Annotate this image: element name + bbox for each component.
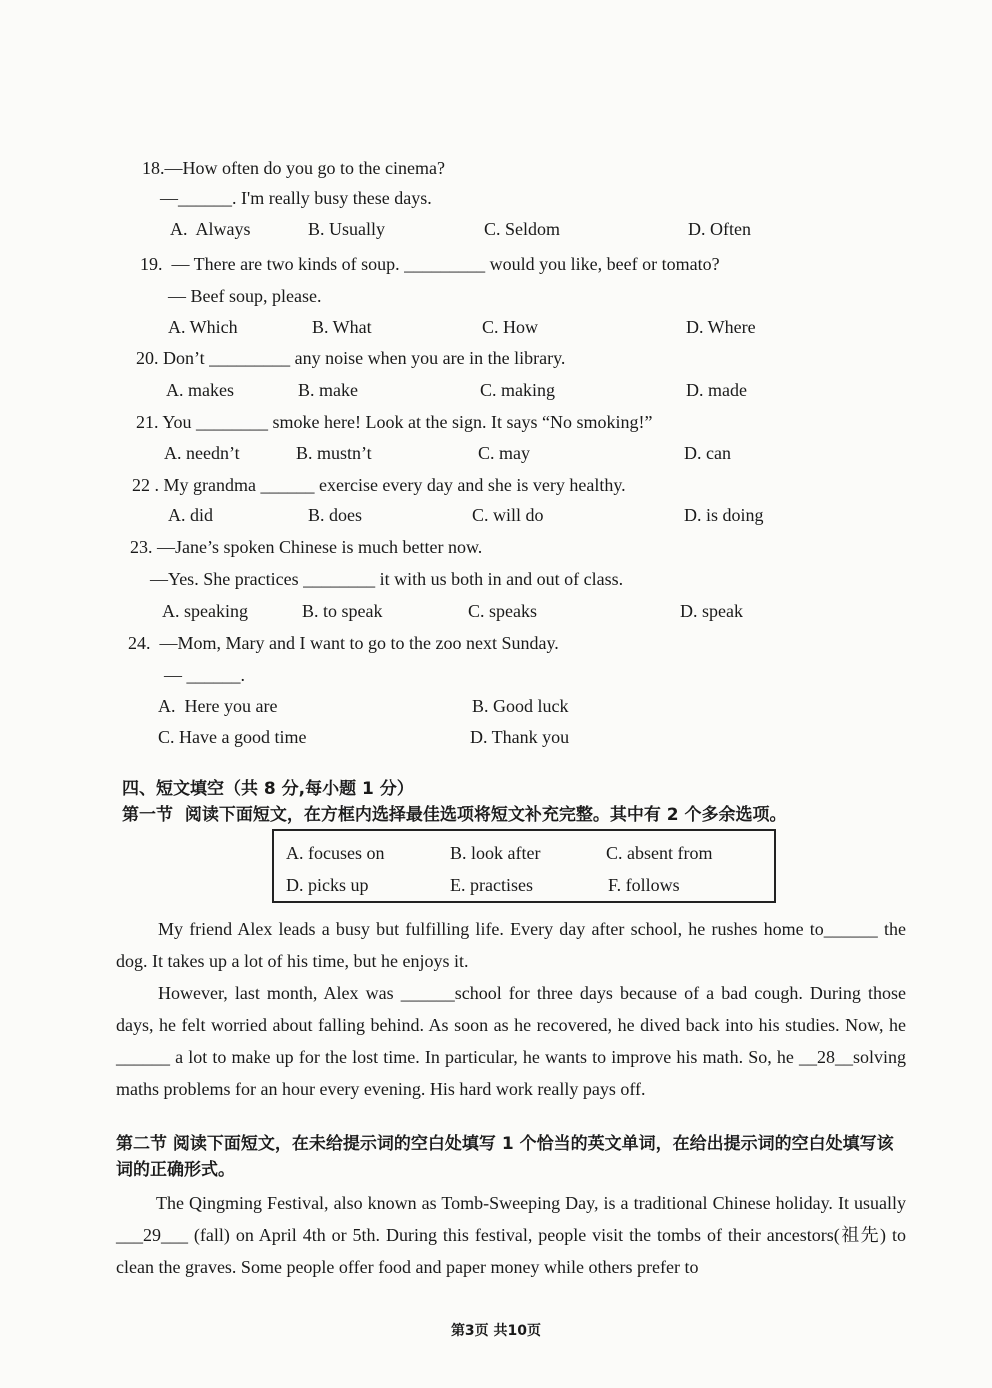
question-23-option-c: C. speaks: [468, 601, 537, 621]
question-20-option-b: B. make: [298, 380, 358, 400]
question-19-option-a: A. Which: [168, 317, 238, 337]
question-21-stem: 21. You ________ smoke here! Look at the sign. It says “No smoking!”: [136, 412, 653, 432]
passage-1: [116, 913, 906, 1105]
question-23-reply: —Yes. She practices ________ it with us both in and out of class.: [150, 569, 624, 589]
question-21-option-a: A. needn’t: [164, 443, 240, 463]
box-option-d: D. picks up: [286, 875, 369, 895]
question-20-option-d: D. made: [686, 380, 747, 400]
question-19-option-b: B. What: [312, 317, 372, 337]
question-20-option-c: C. making: [480, 380, 555, 400]
question-19-stem: 19. — There are two kinds of soup. _________ would you like, beef or tomato?: [140, 254, 720, 274]
question-21-option-d: D. can: [684, 443, 731, 463]
question-20-option-a: A. makes: [166, 380, 234, 400]
question-21-option-c: C. may: [478, 443, 530, 463]
question-22-option-c: C. will do: [472, 505, 544, 525]
question-18-option-b: B. Usually: [308, 219, 386, 239]
question-23-option-a: A. speaking: [162, 601, 248, 621]
section-4-heading: 四、短文填空（共 8 分,每小题 1 分）: [122, 779, 414, 799]
question-24-stem: 24. —Mom, Mary and I want to go to the zoo next Sunday.: [128, 633, 559, 653]
passage-2: [116, 1187, 906, 1283]
question-22-stem: 22 . My grandma ______ exercise every day and she is very healthy.: [132, 475, 626, 495]
box-option-a: A. focuses on: [286, 843, 385, 863]
question-24-option-b: B. Good luck: [472, 696, 569, 716]
question-24-option-a: A. Here you are: [158, 696, 278, 716]
question-20-stem: 20. Don’t _________ any noise when you are in the library.: [136, 348, 566, 368]
question-19-option-c: C. How: [482, 317, 539, 337]
question-22-option-a: A. did: [168, 505, 213, 525]
question-24-option-d: D. Thank you: [470, 727, 570, 747]
box-option-c: C. absent from: [606, 843, 713, 863]
question-22-option-d: D. is doing: [684, 505, 764, 525]
question-21-option-b: B. mustn’t: [296, 443, 372, 463]
part-1-instruction: 第一节 阅读下面短文，在方框内选择最佳选项将短文补充完整。其中有 2 个多余选项。: [122, 805, 787, 825]
box-option-e: E. practises: [450, 875, 533, 895]
question-23-stem: 23. —Jane’s spoken Chinese is much better now.: [130, 537, 483, 557]
question-23-option-d: D. speak: [680, 601, 743, 621]
question-19-option-d: D. Where: [686, 317, 756, 337]
passage-2-paragraph-1: The Qingming Festival, also known as Tomb-Sweeping Day, is a traditional Chinese holiday. It usually ___29___ (fall) on April 4th or 5th. During this festival, people visit the tombs of their ancestors(祖先) to clean the graves. Some people offer food and paper money while others prefer to: [116, 1193, 906, 1277]
part-2-instruction: 第二节 阅读下面短文，在未给提示词的空白处填写 1 个恰当的英文单词，在给出提示词的空白处填写该词的正确形式。: [116, 1134, 894, 1180]
question-19-reply: — Beef soup, please.: [168, 286, 322, 306]
question-24-option-c: C. Have a good time: [158, 727, 307, 747]
question-18-reply: —______. I'm really busy these days.: [160, 188, 432, 208]
question-22-option-b: B. does: [308, 505, 362, 525]
question-18-option-d: D. Often: [688, 219, 751, 239]
passage-1-paragraph-1: My friend Alex leads a busy but fulfilling life. Every day after school, he rushes home to______ the dog. It takes up a lot of his time, but he enjoys it.: [116, 919, 906, 971]
question-18-option-c: C. Seldom: [484, 219, 561, 239]
passage-1-paragraph-2: However, last month, Alex was ______school for three days because of a bad cough. During those days, he felt worried about falling behind. As soon as he recovered, he dived back into his studies. Now, he ______ a lot to make up for the lost time. In particular, he wants to improve his math. So, he __28__solving maths problems for an hour every evening. His hard work really pays off.: [116, 983, 906, 1099]
box-option-b: B. look after: [450, 843, 541, 863]
question-18-option-a: A. Always: [170, 219, 251, 239]
page-footer: 第3页 共10页: [450, 1323, 542, 1339]
question-18-stem: 18.—How often do you go to the cinema?: [142, 158, 445, 178]
box-option-f: F. follows: [608, 875, 680, 895]
question-23-option-b: B. to speak: [302, 601, 383, 621]
question-24-reply: — ______.: [164, 665, 245, 685]
